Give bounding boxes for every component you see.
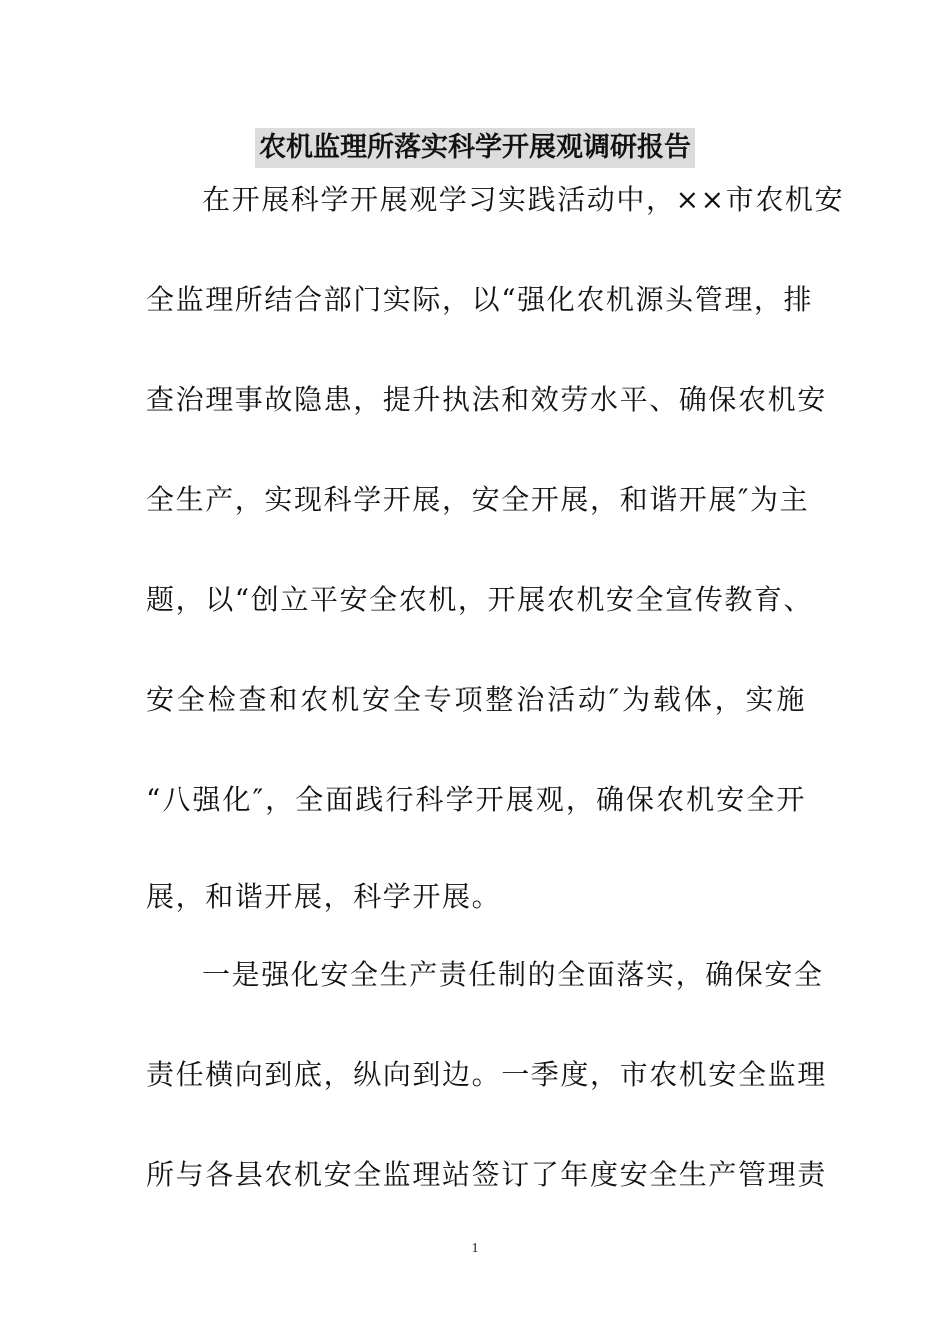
paragraph-2-line-2: 责任横向到底，纵向到边。一季度，市农机安全监理 (146, 1058, 827, 1091)
paragraph-1-line-1: 在开展科学开展观学习实践活动中，××市农机安 (202, 183, 845, 216)
paragraph-1-line-3: 查治理事故隐患，提升执法和效劳水平、确保农机安 (146, 383, 827, 416)
paragraph-1-line-4: 全生产，实现科学开展，安全开展，和谐开展″为主 (146, 483, 810, 516)
paragraph-1-line-6: 安全检查和农机安全专项整治活动″为载体，实施 (146, 683, 806, 716)
paragraph-1-line-5: 题，以“创立平安全农机，开展农机安全宣传教育、 (146, 583, 814, 616)
paragraph-1-line-8: 展，和谐开展，科学开展。 (146, 880, 502, 913)
paragraph-2-line-3: 所与各县农机安全监理站签订了年度安全生产管理责 (146, 1158, 827, 1191)
page-number: 1 (471, 1241, 479, 1256)
paragraph-2-line-1: 一是强化安全生产责任制的全面落实，确保安全 (202, 958, 824, 991)
paragraph-1-line-2: 全监理所结合部门实际，以“强化农机源头管理，排 (146, 283, 814, 316)
document-title: 农机监理所落实科学开展观调研报告 (255, 128, 695, 168)
title-container (0, 128, 950, 168)
paragraph-1-line-7: “八强化″，全面践行科学开展观，确保农机安全开 (146, 783, 806, 816)
